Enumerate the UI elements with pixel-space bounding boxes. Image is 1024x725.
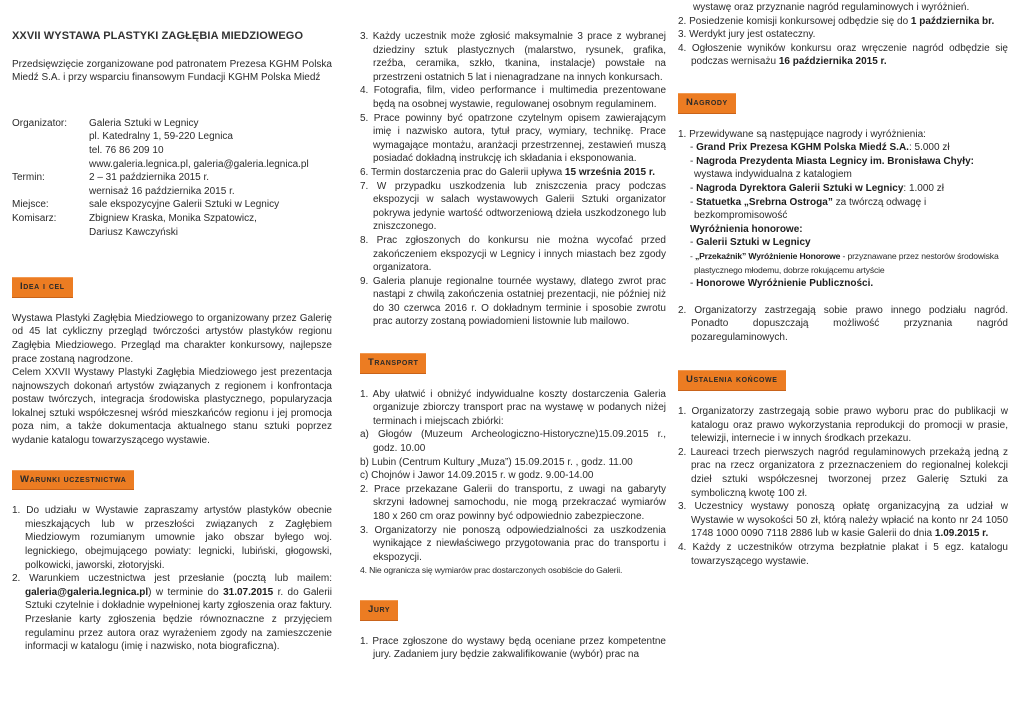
heading-jury: Jury xyxy=(360,600,398,621)
organizer-row xyxy=(12,226,332,240)
place-label: Miejsce: xyxy=(12,199,49,211)
list-item: 3. Werdykt jury jest ostateczny. xyxy=(678,29,816,41)
jury-list-continued xyxy=(678,1,1008,69)
award-item: - Nagroda Dyrektora Galerii Sztuki w Legnicy: 1.000 zł xyxy=(690,182,944,194)
list-item: 3. Organizatorzy nie ponoszą odpowiedzialności za uszkodzenia wynikające z niewłaściwego przygotowania prac do transportu i ekspozycji. xyxy=(360,524,666,563)
honorable-heading: Wyróżnienia honorowe: xyxy=(690,223,803,235)
list-item: 3. Każdy uczestnik może zgłosić maksymalnie 3 prace z wybranej dziedziny sztuk plastycznych (malarstwo, rysunek, grafika, rzeźba, ceramika, szkło, tkanina, instalacje) powstałe na przestrzeni ostatnich 5 lat i nienagradzane na innych konkursach. xyxy=(360,31,666,83)
organizer-row xyxy=(12,144,332,158)
heading-conditions: Warunki uczestnictwa xyxy=(12,470,134,491)
list-item: 4. Nie ogranicza się wymiarów prac dostarczonych osobiście do Galerii. xyxy=(360,565,623,576)
award-item: - Grand Prix Prezesa KGHM Polska Miedź S.A.: 5.000 zł xyxy=(690,142,950,154)
page-title: XXVII WYSTAWA PLASTYKI ZAGŁĘBIA MIEDZIOWEGO xyxy=(12,30,304,42)
list-item: 4. Fotografia, film, video performance i multimedia prezentowane będą na osobnej wystawie, regulowanej osobnym regulaminem. xyxy=(360,85,666,110)
list-item: 2. Posiedzenie komisji konkursowej odbędzie się do 1 października br. xyxy=(678,15,995,27)
idea-paragraph: Celem XXVII Wystawy Plastyki Zagłębia Miedziowego jest prezentacja najnowszych dokonań artystów związanych z regionem i konfrontacja postaw twórczych, integracja środowiska plastycznego, popularyzacja lokalnej sztuki współczesnej wśród mieszkańców regionu i jej promocja poza nim, a także dokumentacja aktualnego stanu sztuki poprzez wydanie katalogu towarzyszącego wystawie. xyxy=(12,367,332,447)
organizer-row xyxy=(12,130,332,144)
commissioner-label: Komisarz: xyxy=(12,212,57,224)
term-label xyxy=(12,185,89,199)
conditions-list-continued xyxy=(360,30,666,329)
commissioner-value: Dariusz Kawczyński xyxy=(89,226,178,238)
list-item: wystawę oraz przyznanie nagród regulaminowych i wyróżnień. xyxy=(693,2,970,13)
list-item: 7. W przypadku uszkodzenia lub zniszczenia pracy podczas ekspozycji w salach wystawowych Galerii Sztuki organizator pokrywa jedynie wartość odtworzeniową dzieła uszkodzonego lub zniszczonego. xyxy=(360,180,666,233)
list-item: 4. Ogłoszenie wyników konkursu oraz wręczenie nagród odbędzie się podczas wernisażu 16 października 2015 r. xyxy=(678,42,1008,68)
honorable-item: - „Przekaźnik” Wyróżnienie Honorowe - przyznawane przez nestorów środowiska plastycznego młodemu, dobrze rokującemu artyście xyxy=(690,250,999,275)
list-item: a) Głogów (Muzeum Archeologiczno-Historyczne)15.09.2015 r., godz. 10.00 xyxy=(360,429,666,455)
list-item: 1. Do udziału w Wystawie zapraszamy artystów plastyków obecnie mieszkających lub w przeszłości związanych z Zagłębiem Miedziowym rozumianym umownie jako obszar byłego woj. legnickiego, obejmującego powiaty: legnicki, lubiński, głogowski, polkowicki, jaworski, złotoryjski. xyxy=(12,505,332,571)
list-item: 1. Aby ułatwić i obniżyć indywidualne koszty dostarczenia Galeria organizuje zbiorczy transport prac na wystawę w podanych niżej terminach i miejscach zbiórki: xyxy=(360,388,666,427)
award-item: - Statuetka „Srebrna Ostroga” za twórczą odwagę i bezkompromisowość xyxy=(690,196,927,222)
honorable-item: - Galerii Sztuki w Legnicy xyxy=(690,237,811,249)
awards-section xyxy=(678,128,1008,345)
intro-text: Przedsięwzięcie zorganizowane pod patronatem Prezesa KGHM Polska Miedź S.A. i przy wsparciu finansowym Fundacji KGHM Polska Miedź xyxy=(12,58,332,84)
list-item: 4. Każdy z uczestników otrzyma bezpłatnie plakat i 5 egz. katalogu towarzyszącego wystawie. xyxy=(678,542,1008,567)
award-item: - Nagroda Prezydenta Miasta Legnicy im. Bronisława Chyły: wystawa indywidualna z katalogiem xyxy=(690,155,974,181)
organizer-row xyxy=(12,117,332,131)
column-middle xyxy=(360,0,666,662)
list-item: 3. Uczestnicy wystawy ponoszą opłatę organizacyjną za udział w Wystawie w wysokości 50 zł, którą należy wpłacić na konto nr 24 1050 1748 1000 0090 7118 2886 lub w kasie Galerii do dnia 1.09.2015 r. xyxy=(678,501,1008,540)
organizer-label xyxy=(12,130,89,144)
organizer-web-email: www.galeria.legnica.pl, galeria@galeria.legnica.pl xyxy=(89,158,309,170)
jury-list xyxy=(360,635,666,662)
organizer-table xyxy=(12,117,332,239)
list-item: 2. Laureaci trzech pierwszych nagród regulaminowych przekażą jedną z prac na rzecz organizatora z przeznaczeniem do regionalnej kolekcji dzieł sztuki współczesnej tworzonej przez Galerię Sztuki za symboliczną kwotę 100 zł. xyxy=(678,446,1008,499)
heading-final-provisions: Ustalenia końcowe xyxy=(678,370,786,391)
organizer-phone: tel. 76 86 209 10 xyxy=(89,144,164,156)
idea-paragraph: Wystawa Plastyki Zagłębia Miedziowego to organizowany przez Galerię od 45 lat cykliczny przegląd twórczości artystów plastyków regionu Zagłębia Miedziowego. Przegląd ma charakter konkursowy, najlepsze prace zostaną nagrodzone. xyxy=(12,312,332,365)
transport-list xyxy=(360,388,666,578)
organizer-label xyxy=(12,158,89,172)
term-label: Termin: xyxy=(12,172,45,184)
list-item: 6. Termin dostarczenia prac do Galerii upływa 15 września 2015 r. xyxy=(360,166,655,178)
organizer-address: pl. Katedralny 1, 59-220 Legnica xyxy=(89,131,233,143)
awards-intro: 1. Przewidywane są następujące nagrody i wyróżnienia: xyxy=(678,128,926,140)
vernissage-value: wernisaż 16 października 2015 r. xyxy=(89,185,235,197)
organizer-row xyxy=(12,212,332,226)
final-provisions-list xyxy=(678,405,1008,568)
conditions-list xyxy=(12,504,332,654)
place-value: sale ekspozycyjne Galerii Sztuki w Legnicy xyxy=(89,199,280,211)
heading-idea: Idea i cel xyxy=(12,277,73,298)
list-item: b) Lubin (Centrum Kultury „Muza”) 15.09.2015 r. , godz. 11.00 xyxy=(360,456,633,468)
list-item: 2. Warunkiem uczestnictwa jest przesłanie (pocztą lub mailem: galeria@galeria.legnica.pl) w terminie do 31.07.2015 r. do Galerii Sztuki czytelnie i dokładnie wypełnionej karty zgłoszenia oraz faktury. Przesłanie karty zgłoszenia będzie równoznaczne z przyjęciem regulaminu przez autora oraz wyrażeniem zgody na zamieszczenie informacji w katalogu (imię i nazwisko, nota biograficzna). xyxy=(12,573,332,653)
awards-note: 2. Organizatorzy zastrzegają sobie prawo innego podziału nagród. Ponadto dopuszczają możliwość przyznania nagród pozaregulaminowych. xyxy=(678,304,1008,343)
list-item: 8. Prac zgłoszonych do konkursu nie można wycofać przed zakończeniem ekspozycji w Legnicy i innych miastach bez zgody organizatora. xyxy=(360,234,666,274)
list-item: 9. Galeria planuje regionalne tournée wystawy, dlatego zwrot prac nastąpi z chwilą zakończenia ostatniej prezentacji, nie później niż do 30 czerwca 2016 r. O dokładnym terminie i sposobie zwrotu prac autorzy zostaną powiadomieni listownie lub mailowo. xyxy=(360,275,666,328)
column-left xyxy=(12,0,332,654)
list-item: 5. Prace powinny być opatrzone czytelnym opisem zawierającym imię i nazwisko autora, tytuł pracy, wymiary, technikę. Prace wymagające montażu, aranżacji przestrzennej, zestawień muszą posiadać dokładną instrukcję ich składania i eksponowania. xyxy=(360,112,666,165)
commissioner-label xyxy=(12,226,89,240)
organizer-label xyxy=(12,144,89,158)
list-item: c) Chojnów i Jawor 14.09.2015 r. w godz. 9.00-14.00 xyxy=(360,470,594,482)
list-item: 1. Organizatorzy zastrzegają sobie prawo wyboru prac do publikacji w katalogu oraz prawo wykorzystania reprodukcji do promocji w prasie, telewizji, internecie i w innych środkach przekazu. xyxy=(678,406,1008,445)
term-value: 2 – 31 października 2015 r. xyxy=(89,172,210,184)
heading-transport: Transport xyxy=(360,353,426,374)
commissioner-value: Zbigniew Kraska, Monika Szpatowicz, xyxy=(89,212,257,224)
organizer-row xyxy=(12,185,332,199)
organizer-row xyxy=(12,158,332,172)
organizer-value: Galeria Sztuki w Legnicy xyxy=(89,117,199,129)
honorable-item: - Honorowe Wyróżnienie Publiczności. xyxy=(690,278,874,290)
heading-awards: Nagrody xyxy=(678,93,736,114)
list-item: 1. Prace zgłoszone do wystawy będą oceniane przez kompetentne jury. Zadaniem jury będzie zakwalifikowanie (wybór) prac na xyxy=(360,635,666,661)
list-item: 2. Prace przekazane Galerii do transportu, z uwagi na gabaryty skrzyni ładownej samochodu, nie mogą przekraczać wymiarów 180 x 260 cm oraz powinny być odpowiednio zabezpieczone. xyxy=(360,483,666,522)
organizer-row xyxy=(12,198,332,212)
organizer-row xyxy=(12,171,332,185)
organizer-label: Organizator: xyxy=(12,117,68,129)
column-right xyxy=(678,0,1008,568)
